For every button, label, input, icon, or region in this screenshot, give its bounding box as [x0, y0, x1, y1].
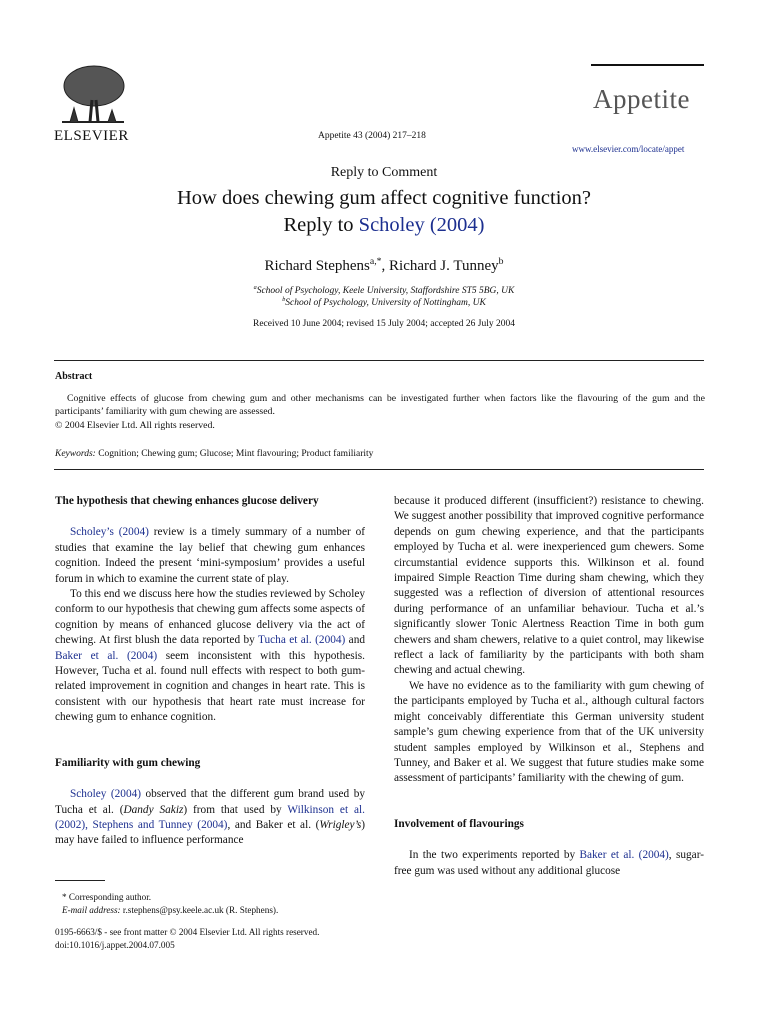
paragraph-text: ) may have failed to influence performance: [55, 818, 365, 847]
front-matter: [55, 926, 385, 951]
corresponding-author-note: * Corresponding author.: [62, 892, 152, 902]
paragraph: [55, 525, 365, 587]
right-column: [394, 494, 704, 879]
author-1-marks: a,*: [369, 256, 382, 267]
ref-link-wilkinson-stephens[interactable]: Wilkinson et al. (2002), Stephens and Tunney (2004): [55, 803, 365, 831]
journal-rule: [591, 64, 704, 66]
journal-citation: Appetite 43 (2004) 217–218: [318, 131, 426, 141]
paragraph-text: observed that the different gum brand used by Tucha et al. (: [55, 788, 365, 816]
keywords-label: Keywords:: [55, 449, 96, 459]
left-column: [55, 494, 365, 849]
title-reference-link[interactable]: Scholey (2004): [358, 214, 485, 236]
issn-line: 0195-6663/$ - see front matter © 2004 Elsevier Ltd. All rights reserved.: [55, 927, 320, 937]
paragraph-text: review is a timely summary of a number of studies that examine the lay belief that chewing gum enhances cognition. Indeed the present ‘mini-symposium’ provides a useful forum in which to examine the current state of play.: [55, 526, 365, 585]
paragraph-text: In the two experiments reported by: [409, 849, 580, 862]
author-2: Richard J. Tunney: [389, 258, 499, 274]
paragraph: [55, 787, 365, 849]
abstract-top-rule: [54, 360, 704, 361]
doi-line: doi:10.1016/j.appet.2004.07.005: [55, 939, 175, 950]
footnote: [55, 891, 375, 917]
journal-name: Appetite: [593, 84, 690, 114]
affiliation-a: [0, 285, 768, 296]
ref-link-baker[interactable]: Baker et al. (2004): [579, 849, 669, 862]
affiliation-b-mark: b: [282, 297, 286, 303]
paragraph-text: ) from that used by: [183, 803, 288, 816]
author-separator: ,: [381, 258, 390, 274]
article-title: How does chewing gum affect cognitive function?: [176, 187, 592, 209]
abstract-text: Cognitive effects of glucose from chewing gum and other mechanisms can be investigated further when factors like the flavouring of the gum and the participants’ familiarity with gum chewing are assessed.: [55, 393, 705, 417]
title-prefix: Reply to: [283, 214, 359, 236]
email-address: r.stephens@psy.keele.ac.uk (R. Stephens).: [120, 905, 279, 915]
paragraph-text: and: [345, 634, 365, 647]
paragraph: [55, 587, 365, 726]
paragraph: [394, 848, 704, 879]
ref-link-scholey[interactable]: Scholey (2004): [70, 788, 142, 801]
brand-name: Dandy Sakiz: [123, 803, 184, 816]
ref-link-baker[interactable]: Baker et al. (2004): [55, 649, 158, 662]
affiliation-a-mark: a: [253, 285, 257, 291]
ref-link-scholey[interactable]: Scholey’s (2004): [70, 526, 149, 539]
article-type: Reply to Comment: [330, 165, 438, 180]
author-1: Richard Stephens: [264, 258, 370, 274]
email-note: [55, 904, 375, 917]
section-heading-flavourings: Involvement of flavourings: [394, 817, 524, 830]
author-2-marks: b: [498, 256, 504, 267]
affiliation-b-text: School of Psychology, University of Nottingham, UK: [285, 298, 486, 309]
paragraph-text: , and Baker et al. (: [227, 818, 320, 831]
keywords-list: Cognition; Chewing gum; Glucose; Mint flavouring; Product familiarity: [95, 449, 374, 459]
paragraph-text: , sugar-free gum was used without any additional glucose: [394, 849, 704, 877]
journal-url-link[interactable]: www.elsevier.com/locate/appet: [572, 144, 685, 154]
abstract-bottom-rule: [54, 469, 704, 470]
brand-name: Wrigley’s: [319, 818, 362, 831]
section-heading-glucose: The hypothesis that chewing enhances glucose delivery: [55, 495, 319, 507]
affiliation-b: [0, 297, 768, 308]
affiliation-a-text: School of Psychology, Keele University, Staffordshire ST5 5BG, UK: [256, 286, 515, 297]
keywords: [55, 449, 373, 459]
paragraph-text: seem inconsistent with this hypothesis. However, Tucha et al. found null effects with respect to both gum-related improvement in cognition and changes in heart rate. This is consistent with our hypothesis that heart rate must increase for chewing gum to enhance cognition.: [55, 649, 365, 724]
abstract-copyright: © 2004 Elsevier Ltd. All rights reserved.: [55, 420, 215, 431]
section-heading-familiarity: Familiarity with gum chewing: [55, 756, 201, 769]
email-label: E-mail address:: [62, 905, 121, 915]
abstract-heading: Abstract: [55, 371, 93, 382]
elsevier-tree-logo: [52, 60, 132, 130]
ref-link-tucha[interactable]: Tucha et al. (2004): [258, 634, 346, 647]
paragraph-text: To this end we discuss here how the studies reviewed by Scholey conform to our hypothesis that chewing gum affects some aspects of cognition by means of enhanced glucose delivery via the act of chewing. At first blush the data reported by: [55, 588, 365, 647]
article-title-line2: [0, 214, 768, 237]
authors: [0, 256, 768, 275]
footnote-rule: [55, 880, 105, 881]
paragraph: We have no evidence as to the familiarity with gum chewing of the participants employed by Tucha et al., although cultural factors might conceivably differentiate this German university student sample’s gum chewing experience from that of the UK university student samples employed by Wilkinson et al., Stephens and Tunney, and Baker et al. We suggest that future studies make some assessment of participants’ familiarity with the chewing of gum.: [394, 679, 704, 785]
publisher-name: ELSEVIER: [54, 128, 129, 144]
paragraph: because it produced different (insufficient?) resistance to chewing. We suggest another possibility that improved cognitive performance depends on gum chewing experience, and that the participants employed by Tucha et al. were inexperienced gum chewers. Some circumstantial evidence supports this. Wilkinson et al. found impaired Simple Reaction Time during sham chewing, which they suggested was a reflection of diversion of attentional resources during performance of an unfamiliar behaviour. Tucha et al.’s significantly slower Tonic Alertness Reaction Time in both gum chewers and sham chewers, relative to a quiet control, may likewise reflect a lack of familiarity by the participants with both sham chewing and actual chewing.: [394, 495, 704, 677]
article-dates: Received 10 June 2004; revised 15 July 2004; accepted 26 July 2004: [253, 319, 515, 329]
